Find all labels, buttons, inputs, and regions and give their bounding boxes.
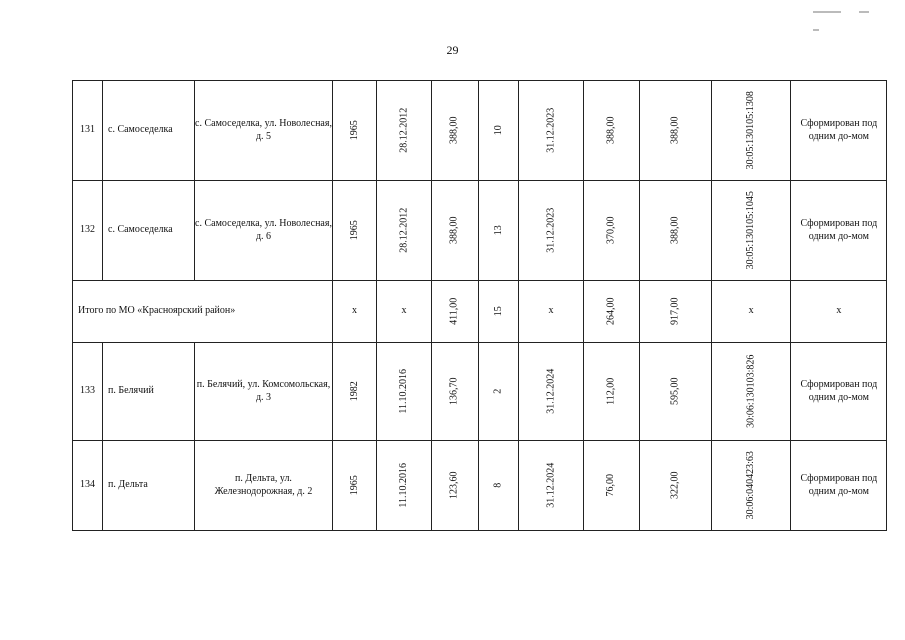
cadastral-text: 30:05:130105:1308 xyxy=(744,91,756,170)
year-cell xyxy=(333,441,377,531)
date-text: 11.10.2016 xyxy=(397,463,409,508)
area3-text: 322,00 xyxy=(669,471,681,500)
area3-cell xyxy=(640,81,712,181)
address-text: с. Самоседелка, ул. Новолесная, д. 6 xyxy=(195,218,332,242)
area3-text: 388,00 xyxy=(669,116,681,145)
total-area: 411,00 xyxy=(448,297,460,326)
count-cell xyxy=(479,181,519,281)
corner-marks xyxy=(795,0,885,3)
table-row xyxy=(73,81,887,181)
area2-cell xyxy=(584,181,640,281)
address-text: п. Дельта, ул. Железнодорожная, д. 2 xyxy=(214,473,313,497)
status-cell xyxy=(791,181,887,281)
cadastral-cell xyxy=(712,343,791,441)
area2-cell xyxy=(584,441,640,531)
deadline-cell xyxy=(519,81,584,181)
page-number: 29 xyxy=(446,43,459,57)
address-cell xyxy=(195,181,333,281)
count-text: 2 xyxy=(492,389,504,394)
area-text: 388,00 xyxy=(448,116,460,145)
deadline-cell xyxy=(519,181,584,281)
count-cell xyxy=(479,441,519,531)
total-area2: 264,00 xyxy=(605,297,617,326)
date-cell xyxy=(377,343,432,441)
year-cell xyxy=(333,343,377,441)
total-count-cell xyxy=(479,281,519,343)
count-cell xyxy=(479,343,519,441)
status-text: Сформирован под одним до-мом xyxy=(800,473,878,497)
settlement-cell: с. Самоседелка xyxy=(103,81,195,181)
deadline-text: 31.12.2024 xyxy=(544,463,556,508)
date-text: 28.12.2012 xyxy=(397,208,409,253)
deadline-cell xyxy=(519,343,584,441)
address-cell xyxy=(195,81,333,181)
total-date: x xyxy=(377,281,432,343)
settlement-cell: п. Белячий xyxy=(103,343,195,441)
year-text: 1982 xyxy=(348,381,360,402)
table-row xyxy=(73,343,887,441)
area-cell xyxy=(432,441,479,531)
total-deadline: x xyxy=(519,281,584,343)
area3-cell xyxy=(640,343,712,441)
deadline-cell xyxy=(519,441,584,531)
area-cell xyxy=(432,343,479,441)
total-area3-cell xyxy=(640,281,712,343)
count-text: 10 xyxy=(492,125,504,136)
status-cell xyxy=(791,441,887,531)
area2-text: 370,00 xyxy=(605,216,617,245)
area3-cell xyxy=(640,181,712,281)
total-row xyxy=(73,281,887,343)
status-cell xyxy=(791,81,887,181)
area2-cell xyxy=(584,81,640,181)
settlement-cell: с. Самоседелка xyxy=(103,181,195,281)
year-text: 1965 xyxy=(348,475,360,496)
year-cell xyxy=(333,81,377,181)
status-text: Сформирован под одним до-мом xyxy=(800,118,878,142)
date-text: 11.10.2016 xyxy=(397,369,409,414)
year-text: 1965 xyxy=(348,220,360,241)
status-text: Сформирован под одним до-мом xyxy=(800,379,878,403)
area2-cell xyxy=(584,343,640,441)
cadastral-text: 30:06:130103:826 xyxy=(744,354,756,429)
count-text: 13 xyxy=(492,225,504,236)
area-text: 123,60 xyxy=(448,471,460,500)
deadline-text: 31.12.2023 xyxy=(544,208,556,253)
area-text: 388,00 xyxy=(448,216,460,245)
status-cell xyxy=(791,343,887,441)
total-count: 15 xyxy=(492,306,504,317)
area3-text: 388,00 xyxy=(669,216,681,245)
area-cell xyxy=(432,81,479,181)
area-cell xyxy=(432,181,479,281)
cadastral-cell xyxy=(712,81,791,181)
total-year: x xyxy=(333,281,377,343)
area3-cell xyxy=(640,441,712,531)
housing-table xyxy=(72,80,887,531)
cadastral-text: 30:06:040423:63 xyxy=(744,451,756,520)
date-cell xyxy=(377,441,432,531)
settlement-cell: п. Дельта xyxy=(103,441,195,531)
total-area3: 917,00 xyxy=(669,297,681,326)
deadline-text: 31.12.2024 xyxy=(544,369,556,414)
area2-text: 388,00 xyxy=(605,116,617,145)
area-text: 136,70 xyxy=(448,377,460,406)
area2-text: 112,00 xyxy=(605,377,617,406)
row-number: 131 xyxy=(73,81,103,181)
total-label: Итого по МО «Красноярский район» xyxy=(73,281,333,343)
year-text: 1965 xyxy=(348,120,360,141)
address-text: с. Самоседелка, ул. Новолесная, д. 5 xyxy=(195,118,332,142)
address-text: п. Белячий, ул. Комсомольская, д. 3 xyxy=(196,379,331,403)
date-cell xyxy=(377,81,432,181)
total-cadastral: x xyxy=(712,281,791,343)
table-row xyxy=(73,181,887,281)
date-text: 28.12.2012 xyxy=(397,108,409,153)
count-text: 8 xyxy=(492,483,504,488)
count-cell xyxy=(479,81,519,181)
total-status: x xyxy=(791,281,887,343)
date-cell xyxy=(377,181,432,281)
address-cell xyxy=(195,343,333,441)
year-cell xyxy=(333,181,377,281)
area3-text: 595,00 xyxy=(669,377,681,406)
cadastral-text: 30:05:130105:1045 xyxy=(744,191,756,270)
table-row xyxy=(73,441,887,531)
row-number: 132 xyxy=(73,181,103,281)
cadastral-cell xyxy=(712,441,791,531)
status-text: Сформирован под одним до-мом xyxy=(800,218,878,242)
total-area-cell xyxy=(432,281,479,343)
cadastral-cell xyxy=(712,181,791,281)
deadline-text: 31.12.2023 xyxy=(544,108,556,153)
row-number: 134 xyxy=(73,441,103,531)
row-number: 133 xyxy=(73,343,103,441)
address-cell xyxy=(195,441,333,531)
total-area2-cell xyxy=(584,281,640,343)
area2-text: 76,00 xyxy=(605,474,617,497)
